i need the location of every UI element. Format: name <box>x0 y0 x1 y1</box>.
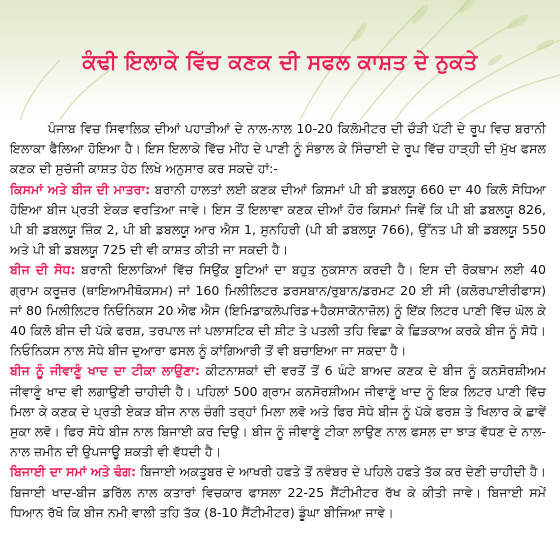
section-heading: ਬੀਜ ਦੀ ਸੋਧ: <box>10 262 76 278</box>
article-title: ਕੰਢੀ ਇਲਾਕੇ ਵਿੱਚ ਕਣਕ ਦੀ ਸਫਲ ਕਾਸ਼ਤ ਦੇ ਨੁਕਤੇ <box>82 50 478 74</box>
section-heading: ਬਿਜਾਈ ਦਾ ਸਮਾਂ ਅਤੇ ਢੰਗ: <box>10 464 137 480</box>
section-varieties <box>10 180 546 261</box>
section-text: ਬਰਾਨੀ ਇਲਾਕਿਆਂ ਵਿੱਚ ਸਿਉਂਕ ਬੂਟਿਆਂ ਦਾ ਬਹੁਤ ਨੁਕਸਾਨ ਕਰਦੀ ਹੈ। ਇਸ ਦੀ ਰੋਕਥਾਮ ਲਈ 40 ਗ੍ਰਾਮ ਕਰੂਜ਼ਰ (ਥਾਇਆਮੀਥੋਕਸਮ) ਜਾਂ 160 ਮਿਲੀਲਿਟਰ ਡਰਸਬਾਨ/ਰੁਬਾਨ/ਡਰਮਟ 20 ਈ ਸੀ (ਕਲੋਰਪਾਈਰੀਫਾਸ) ਜਾਂ 80 ਮਿਲੀਲਿਟਰ ਨਿਓਨਿਕਸ 20 ਐਫ ਐਸ (ਇਮਿਡਾਕਲੋਪਰਿਡ+ਹੈਕਸਾਕੋਨਾਜ਼ੋਲ) ਨੂੰ ਇੱਕ ਲਿਟਰ ਪਾਣੀ ਵਿੱਚ ਘੋਲ ਕੇ 40 ਕਿਲੋ ਬੀਜ ਦੀ ਪੱਕੇ ਫਰਸ਼, ਤਰਪਾਲ ਜਾਂ ਪਲਾਸਟਿਕ ਦੀ ਸ਼ੀਟ ਤੇ ਪਤਲੀ ਤਹਿ ਵਿਛਾ ਕੇ ਛਿੜਕਾਅ ਕਰਕੇ ਬੀਜ ਨੂੰ ਸੋਧੋ। ਨਿਓਨਿਕਸ ਨਾਲ ਸੋਧੇ ਬੀਜ ਦੁਆਰਾ ਫਸਲ ਨੂੰ ਕਾਂਗਿਆਰੀ ਤੋਂ ਵੀ ਬਚਾਇਆ ਜਾ ਸਕਦਾ ਹੈ। <box>10 262 546 359</box>
section-text: ਕੀਟਨਾਸ਼ਕਾਂ ਦੀ ਵਰਤੋਂ ਤੋਂ 6 ਘੰਟੇ ਬਾਅਦ ਕਣਕ ਦੇ ਬੀਜ ਨੂੰ ਕਨਸੋਰਸ਼ੀਅਮ ਜੀਵਾਣੂੰ ਖਾਦ ਵੀ ਲਗਾਉਣੀ ਚਾਹੀਦੀ ਹੈ। ਪਹਿਲਾਂ 500 ਗ੍ਰਾਮ ਕਨਸੋਰਸ਼ੀਅਮ ਜੀਵਾਣੂੰ ਖਾਦ ਨੂੰ ਇਕ ਲਿਟਰ ਪਾਣੀ ਵਿੱਚ ਮਿਲਾ ਕੇ ਕਣਕ ਦੇ ਪ੍ਰਤੀ ਏਕੜ ਬੀਜ ਨਾਲ ਚੰਗੀ ਤਰ੍ਹਾਂ ਮਿਲਾ ਲਵੋ ਅਤੇ ਫਿਰ ਸੋਧੇ ਬੀਜ ਨੂੰ ਪੱਕੇ ਫਰਸ਼ ਤੇ ਖਿਲਾਰ ਕੇ ਛਾਵੇਂ ਸੁਕਾ ਲਵੋ। ਫਿਰ ਸੋਧੇ ਬੀਜ ਨਾਲ ਬਿਜਾਈ ਕਰ ਦਿਉ। ਬੀਜ ਨੂੰ ਜੀਵਾਣੂੰ ਟੀਕਾ ਲਾਉਣ ਨਾਲ ਫਸਲ ਦਾ ਝਾੜ ਵੱਧਣ ਦੇ ਨਾਲ-ਨਾਲ ਜ਼ਮੀਨ ਦੀ ਉਪਜਾਊ ਸ਼ਕਤੀ ਵੀ ਵੱਧਦੀ ਹੈ। <box>10 363 547 460</box>
intro-paragraph: ਪੰਜਾਬ ਵਿਚ ਸਿਵਾਲਿਕ ਦੀਆਂ ਪਹਾੜੀਆਂ ਦੇ ਨਾਲ-ਨਾਲ 10-20 ਕਿਲੋਮੀਟਰ ਦੀ ਚੌੜੀ ਪੱਟੀ ਦੇ ਰੂਪ ਵਿਚ ਬਰਾਨੀ ਇਲਾਕਾ ਫੈਲਿਆ ਹੋਇਆ ਹੈ। ਇਸ ਇਲਾਕੇ ਵਿੱਚ ਮੀਂਹ ਦੇ ਪਾਣੀ ਨੂੰ ਸੰਭਾਲ ਕੇ ਸਿੰਚਾਈ ਦੇ ਰੂਪ ਵਿੱਚ ਹਾੜ੍ਹੀ ਦੀ ਮੁੱਖ ਫਸਲ ਕਣਕ ਦੀ ਸੁਚੱਜੀ ਕਾਸ਼ਤ ਹੇਠ ਲਿਖੇ ਅਨੁਸਾਰ ਕਰ ਸਕਦੇ ਹਾਂ:- <box>10 121 546 177</box>
section-heading: ਬੀਜ ਨੂੰ ਜੀਵਾਣੂੰ ਖਾਦ ਦਾ ਟੀਕਾ ਲਾਉਣਾ: <box>10 363 200 379</box>
section-sowing <box>10 462 546 523</box>
section-text: ਬਿਜਾਈ ਅਕਤੂਬਰ ਦੇ ਆਖਰੀ ਹਫਤੇ ਤੋਂ ਨਵੰਬਰ ਦੇ ਪਹਿਲੇ ਹਫਤੇ ਤੱਕ ਕਰ ਦੇਣੀ ਚਾਹੀਦੀ ਹੈ। ਬਿਜਾਈ ਖਾਦ-ਬੀਜ ਡਰਿੱਲ ਨਾਲ ਕਤਾਰਾਂ ਵਿਚਕਾਰ ਫਾਸਲਾ 22-25 ਸੈਂਟੀਮੀਟਰ ਰੱਖ ਕੇ ਕੀਤੀ ਜਾਵੇ। ਬਿਜਾਈ ਸਮੇਂ ਧਿਆਨ ਰੱਖੋ ਕਿ ਬੀਜ ਨਮੀ ਵਾਲੀ ਤਹਿ ਤੱਕ (8-10 ਸੈਂਟੀਮੀਟਰ) ਡੂੰਘਾ ਬੀਜਿਆ ਜਾਵੇ। <box>10 464 546 520</box>
article-body <box>10 119 546 523</box>
section-heading: ਕਿਸਮਾਂ ਅਤੇ ਬੀਜ ਦੀ ਮਾਤਰਾ: <box>10 181 151 197</box>
section-seed-treatment <box>10 260 546 361</box>
section-text: ਬਰਾਨੀ ਹਾਲਤਾਂ ਲਈ ਕਣਕ ਦੀਆਂ ਕਿਸਮਾਂ ਪੀ ਬੀ ਡਬਲਯੂ 660 ਦਾ 40 ਕਿਲੋ ਸੋਧਿਆ ਹੋਇਆ ਬੀਜ ਪ੍ਰਤੀ ਏਕੜ ਵਰਤਿਆ ਜਾਵੇ। ਇਸ ਤੋਂ ਇਲਾਵਾ ਕਣਕ ਦੀਆਂ ਹੋਰ ਕਿਸਮਾਂ ਜਿਵੇਂ ਕਿ ਪੀ ਬੀ ਡਬਲਯੂ 826, ਪੀ ਬੀ ਡਬਲਯੂ ਜ਼ਿੰਕ 2, ਪੀ ਬੀ ਡਬਲਯੂ ਆਰ ਐਸ 1, ਸੁਨਹਿਰੀ (ਪੀ ਬੀ ਡਬਲਯੂ 766), ਉੱਨਤ ਪੀ ਬੀ ਡਬਲਯੂ 550 ਅਤੇ ਪੀ ਬੀ ਡਬਲਯੂ 725 ਦੀ ਵੀ ਕਾਸ਼ਤ ਕੀਤੀ ਜਾ ਸਕਦੀ ਹੈ। <box>10 181 546 258</box>
section-biofertilizer <box>10 361 546 462</box>
